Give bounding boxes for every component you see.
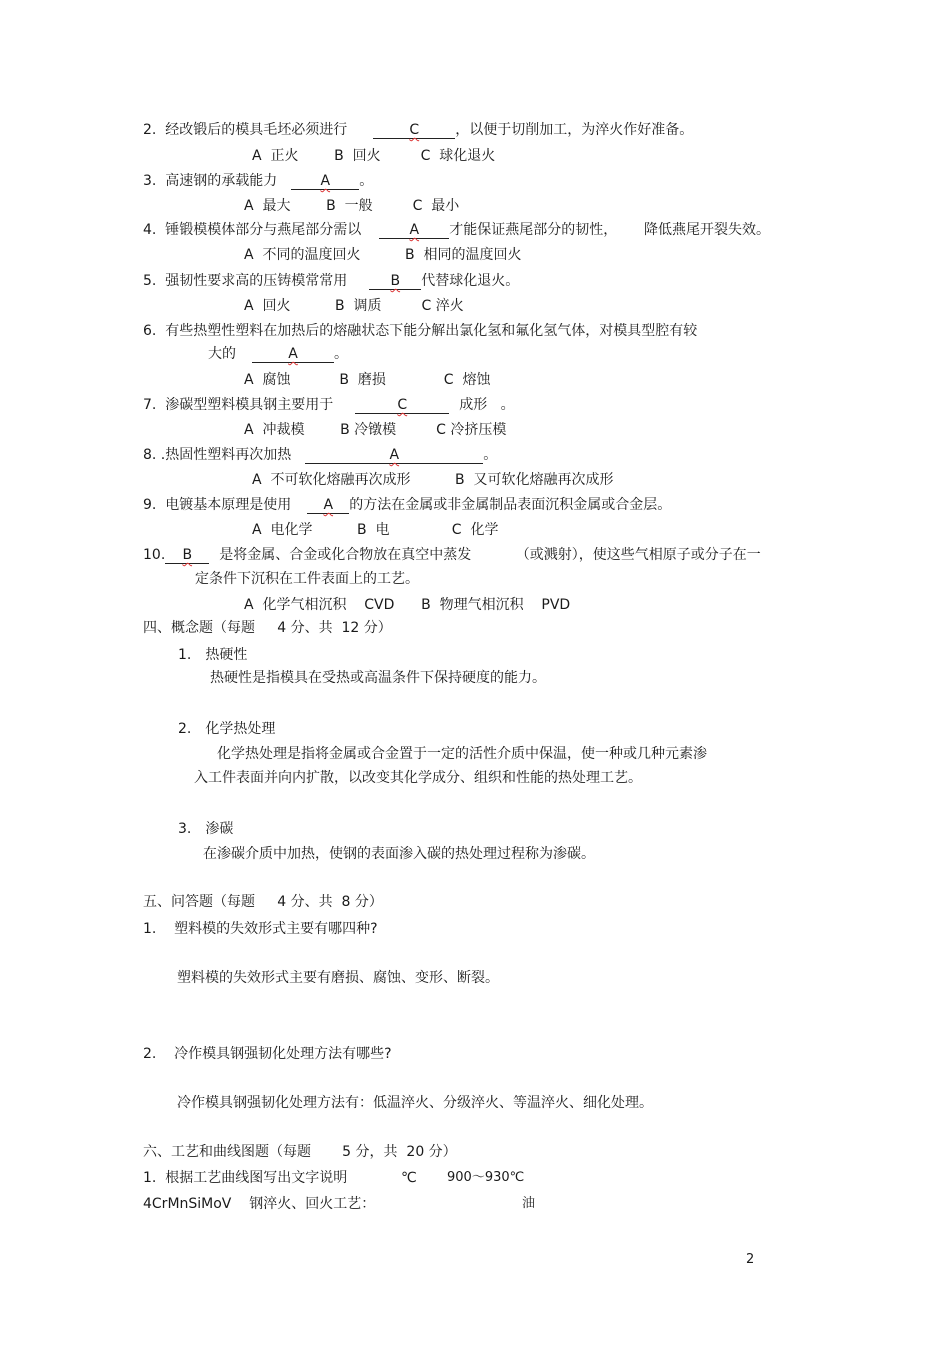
page-number: 2: [746, 1252, 755, 1267]
answer-blank: A: [252, 346, 334, 363]
question-3-options: A 最大 B 一般 C 最小: [244, 198, 460, 214]
answer-blank: B: [369, 273, 421, 290]
concept-1-definition: 热硬性是指模具在受热或高温条件下保持硬度的能力。: [210, 670, 546, 686]
section-4-title: 四、概念题（每题 4 分、共 12 分）: [143, 620, 392, 636]
question-answer-1-answer: 塑料模的失效形式主要有磨损、腐蚀、变形、断裂。: [177, 970, 499, 986]
quench-temperature: 900～930℃: [447, 1170, 525, 1185]
question-2: 2. 经改锻后的模具毛坯必须进行 C ，以便于切削加工，为淬火作好准备。: [143, 122, 694, 138]
question-6: 6. 有些热塑性塑料在加热后的熔融状态下能分解出氯化氢和氟化氢气体，对模具型腔有较: [143, 323, 698, 339]
process-question-1: 1. 根据工艺曲线图写出文字说明: [143, 1170, 348, 1186]
question-answer-2-answer: 冷作模具钢强韧化处理方法有：低温淬火、分级淬火、等温淬火、细化处理。: [177, 1095, 653, 1111]
concept-2-definition-line1: 化学热处理是指将金属或合金置于一定的活性介质中保温，使一种或几种元素渗: [217, 746, 707, 762]
question-4: 4. 锤锻模模体部分与燕尾部分需以 A 才能保证燕尾部分的韧性， 降低燕尾开裂失效。: [143, 222, 770, 238]
concept-1: 1. 热硬性: [178, 647, 248, 663]
answer-blank: A: [379, 222, 449, 239]
temperature-unit: ℃: [401, 1170, 417, 1186]
concept-3-definition: 在渗碳介质中加热，使钢的表面渗入碳的热处理过程称为渗碳。: [203, 846, 595, 862]
answer-blank: B: [165, 547, 209, 564]
question-2-options: A 正火 B 回火 C 球化退火: [252, 148, 496, 164]
question-5: 5. 强韧性要求高的压铸模常常用 B 代替球化退火。: [143, 273, 520, 289]
question-3: 3. 高速钢的承载能力 A 。: [143, 173, 374, 189]
question-10: 10. B 是将金属、合金或化合物放在真空中蒸发 （或溅射），使这些气相原子或分子在一: [143, 547, 761, 563]
concept-2: 2. 化学热处理: [178, 721, 276, 737]
concept-2-definition-line2: 入工件表面并向内扩散，以改变其化学成分、组织和性能的热处理工艺。: [194, 770, 642, 786]
question-answer-2: 2. 冷作模具钢强韧化处理方法有哪些?: [143, 1046, 392, 1062]
answer-blank: A: [307, 497, 349, 514]
question-5-options: A 回火 B 调质 C 淬火: [244, 298, 464, 314]
answer-blank: C: [373, 122, 455, 139]
question-6-options: A 腐蚀 B 磨损 C 熔蚀: [244, 372, 491, 388]
question-4-options: A 不同的温度回火 B 相同的温度回火: [244, 247, 522, 263]
question-10-line2: 定条件下沉积在工件表面上的工艺。: [195, 571, 419, 587]
section-6-title: 六、工艺和曲线图题（每题 5 分，共 20 分）: [143, 1144, 457, 1160]
concept-3: 3. 渗碳: [178, 821, 234, 837]
quench-medium: 油: [522, 1196, 536, 1211]
steel-process-label: 4CrMnSiMoV 钢淬火、回火工艺：: [143, 1196, 376, 1212]
question-7-options: A 冲裁模 B 冷镦模 C 冷挤压模: [244, 422, 507, 438]
question-10-options: A 化学气相沉积 CVD B 物理气相沉积 PVD: [244, 597, 571, 613]
question-8: 8. .热固性塑料再次加热 A 。: [143, 447, 498, 463]
question-7: 7. 渗碳型塑料模具钢主要用于 C 成形 。: [143, 397, 515, 413]
section-5-title: 五、问答题（每题 4 分、共 8 分）: [143, 894, 383, 910]
question-8-options: A 不可软化熔融再次成形 B 又可软化熔融再次成形: [252, 472, 614, 488]
answer-blank: C: [355, 397, 449, 414]
question-6-line2: 大的 A 。: [208, 346, 348, 362]
question-answer-1: 1. 塑料模的失效形式主要有哪四种?: [143, 921, 378, 937]
question-9: 9. 电镀基本原理是使用 A 的方法在金属或非金属制品表面沉积金属或合金层。: [143, 497, 672, 513]
answer-blank: A: [291, 173, 359, 190]
answer-blank: A: [305, 447, 483, 464]
question-9-options: A 电化学 B 电 C 化学: [252, 522, 499, 538]
